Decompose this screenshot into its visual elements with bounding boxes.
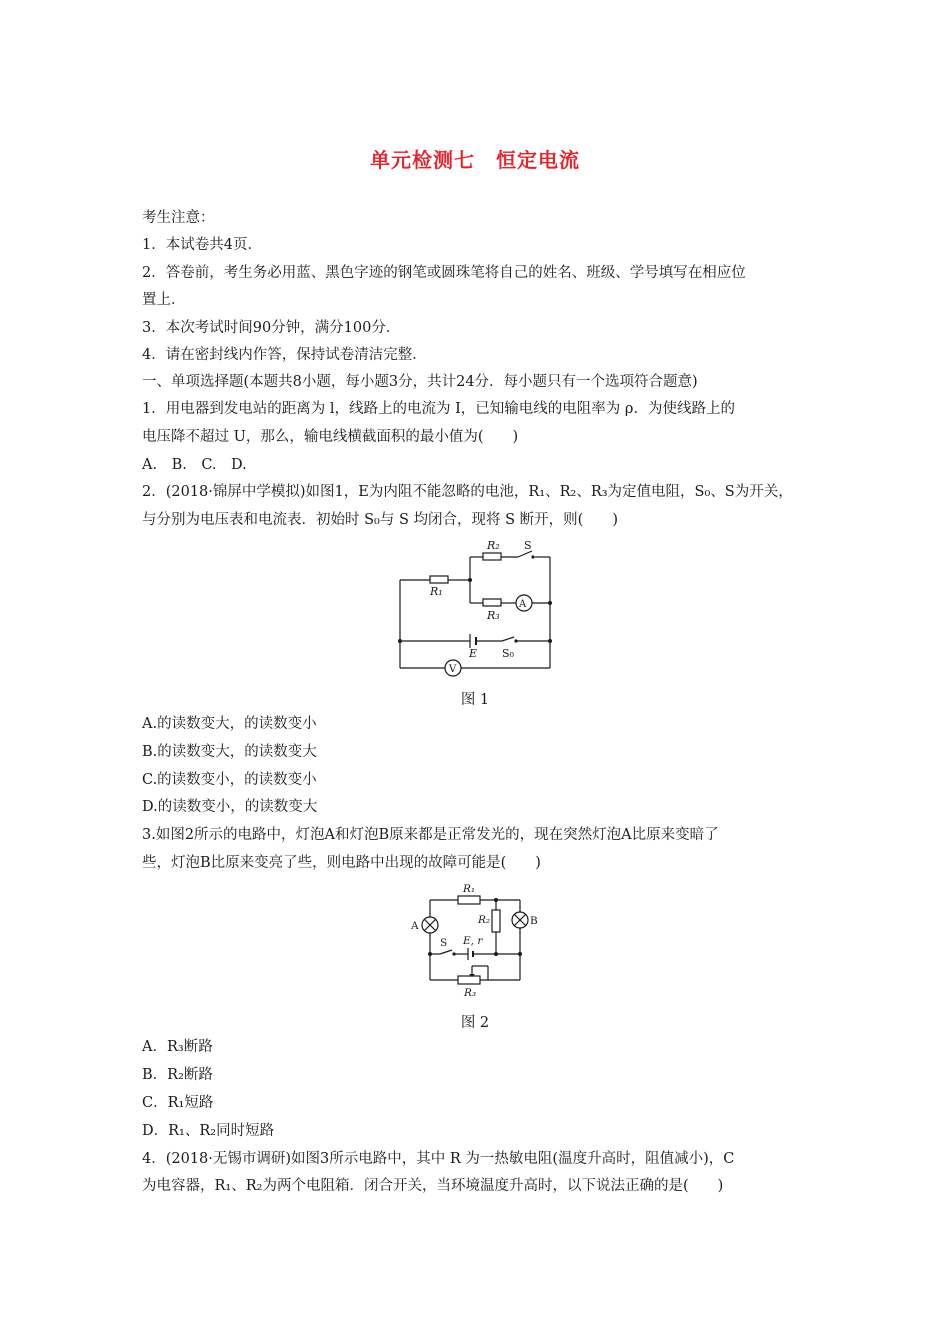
q3-text-line1: 3.如图2所示的电路中，灯泡A和灯泡B原来都是正常发光的，现在突然灯泡A比原来变暗了 (142, 827, 719, 843)
fig2-label-a: A (411, 920, 419, 932)
q2-option-a: A.的读数变大，的读数变小 (142, 716, 317, 732)
fig2-label-s: S (440, 937, 448, 949)
q4-text-line2: 为电容器，R₁、R₂为两个电阻箱．闭合开关，当环境温度升高时，以下说法正确的是( ) (142, 1178, 724, 1194)
fig2-label-er: E, r (463, 935, 483, 947)
q3-option-a: A．R₃断路 (142, 1039, 213, 1055)
fig1-label-r2: R₂ (487, 539, 500, 552)
fig1-ammeter-symbol: A (519, 599, 527, 610)
q3-option-b: B．R₂断路 (142, 1067, 213, 1083)
fig1-label-s0: S₀ (502, 647, 514, 660)
q2-option-d: D.的读数变小，的读数变大 (142, 799, 318, 815)
q1-text-line1: 1．用电器到发电站的距离为 l，线路上的电流为 I，已知输电线的电阻率为 ρ．为使线路上的 (142, 401, 735, 417)
page-title: 单元检测七 恒定电流 (370, 148, 580, 172)
q4-text-line1: 4．(2018·无锡市调研)如图3所示电路中，其中 R 为一热敏电阻(温度升高时，阻值减小)，C (142, 1151, 735, 1167)
fig2-label-r1: R₁ (463, 883, 476, 895)
fig1-voltmeter-symbol: V (449, 664, 457, 675)
notice-heading: 考生注意： (142, 210, 215, 226)
section-heading: 一、单项选择题(本题共8小题，每小题3分，共计24分．每小题只有一个选项符合题意) (142, 374, 698, 390)
fig1-label-e: E (469, 647, 478, 660)
notice-item-4: 4．请在密封线内作答，保持试卷清洁完整． (142, 347, 427, 363)
fig1-label-r3: R₃ (487, 609, 500, 622)
q2-option-c: C.的读数变小，的读数变小 (142, 772, 317, 788)
notice-item-2: 2．答卷前，考生务必用蓝、黑色字迹的钢笔或圆珠笔将自己的姓名、班级、学号填写在相应位 (142, 265, 746, 281)
notice-item-3: 3．本次考试时间90分钟，满分100分． (142, 320, 401, 336)
fig2-label-r3: R₃ (464, 987, 477, 999)
figure-2-circuit (408, 880, 543, 1002)
figure-1-circuit (390, 535, 565, 680)
q3-option-c: C．R₁短路 (142, 1095, 214, 1111)
fig1-label-r1: R₁ (430, 585, 443, 598)
q3-option-d: D．R₁、R₂同时短路 (142, 1123, 275, 1139)
q2-option-b: B.的读数变大，的读数变大 (142, 744, 317, 760)
q1-text-line2: 电压降不超过 U，那么，输电线横截面积的最小值为( ) (142, 429, 519, 445)
notice-item-1: 1．本试卷共4页． (142, 237, 262, 253)
notice-item-2-cont: 置上． (142, 292, 186, 308)
fig2-label-r2: R₂ (478, 914, 491, 926)
q2-text-line2: 与分别为电压表和电流表．初始时 S₀与 S 均闭合，现将 S 断开，则( ) (142, 512, 618, 528)
fig1-label-s: S (524, 539, 532, 552)
fig2-label-b: B (530, 915, 538, 927)
figure-1-caption: 图 1 (460, 692, 490, 708)
q1-options: A. B. C. D. (142, 457, 247, 473)
figure-2-caption: 图 2 (460, 1015, 490, 1031)
q3-text-line2: 些，灯泡B比原来变亮了些，则电路中出现的故障可能是( ) (142, 855, 541, 871)
q2-text-line1: 2．(2018·锦屏中学模拟)如图1，E为内阻不能忽略的电池，R₁、R₂、R₃为定值电阻，S₀、S为开关， (142, 484, 793, 500)
